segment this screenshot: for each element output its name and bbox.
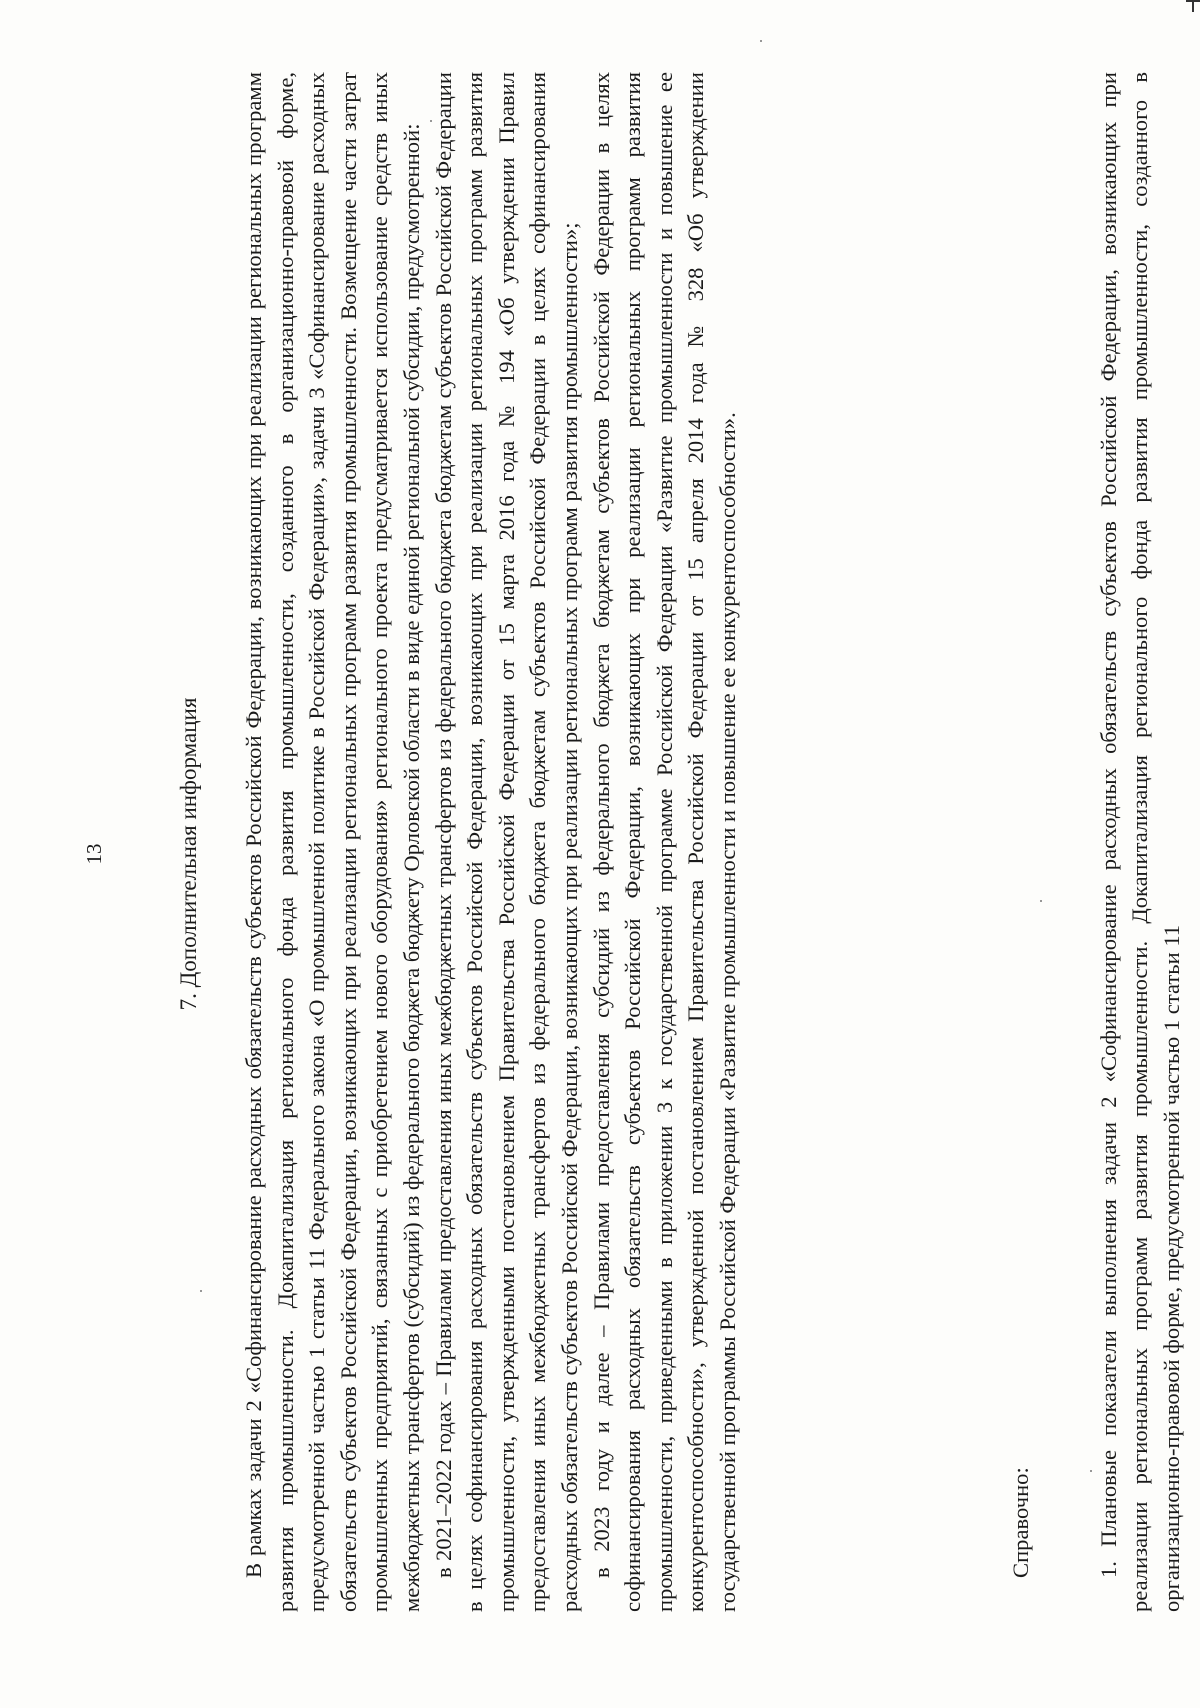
reference-section bbox=[1005, 72, 1187, 1612]
body-text bbox=[238, 72, 744, 1612]
reference-label: Справочно: bbox=[1008, 1467, 1033, 1578]
section-heading: 7. Дополнительная информация bbox=[176, 697, 201, 1011]
reference-item: 1. Плановые показатели выполнения задачи 2 «Софинансирование расходных обязательств субъектов Российской Федерации, возникающих при реализации региональных программ развития промышленности. Докапитализация регионального фонда развития промышленности, созданного в организационно-правовой форме, предусмотренной частью 1 статьи 11 bbox=[1095, 72, 1184, 1612]
paragraph: в 2023 году и далее – Правилами предоставления субсидий из федерального бюджета бюджетам субъектов Российской Федерации в целях софинансирования расходных обязательств субъектов Российской Федерации, возникающих при реализации региональных программ развития промышленности, приведенными в приложении 3 к государственной программе Российской Федерации «Развитие промышленности и повышение ее конкурентоспособности», утвержденной постановлением Правительства Российской Федерации от 15 апреля 2014 года № 328 «Об утверждении государственной программы Российской Федерации «Развитие промышленности и повышение ее конкурентоспособности». bbox=[588, 72, 740, 1612]
page-number: 13 bbox=[82, 843, 106, 865]
paragraph: в 2021–2022 годах – Правилами предоставления иных межбюджетных трансфертов из федерального бюджета бюджетам субъектов Российской Федерации в целях софинансирования расходных обязательств субъектов Российской Федерации, возникающих при реализации региональных программ развития промышленности, утвержденными постановлением Правительства Российской Федерации от 15 марта 2016 года № 194 «Об утверждении Правил предоставления иных межбюджетных трансфертов из федерального бюджета бюджетам субъектов Российской Федерации в целях софинансирования расходных обязательств субъектов Российской Федерации, возникающих при реализации региональных программ развития промышленности»; bbox=[430, 72, 582, 1612]
paragraph: В рамках задачи 2 «Софинансирование расходных обязательств субъектов Российской Федерации, возникающих при реализации региональных программ развития промышленности. Докапитализация регионального фонда развития промышленности, созданного в организационно-правовой форме, предусмотренной частью 1 статьи 11 Федерального закона «О промышленной политике в Российской Федерации», задачи 3 «Софинансирование расходных обязательств субъектов Российской Федерации, возникающих при реализации региональных программ развития промышленности. Возмещение части затрат промышленных предприятий, связанных с приобретением нового оборудования» регионального проекта предусматривается использование средств иных межбюджетных трансфертов (субсидий) из федерального бюджета бюджету Орловской области в виде единой региональной субсидии, предусмотренной: bbox=[241, 72, 424, 1612]
